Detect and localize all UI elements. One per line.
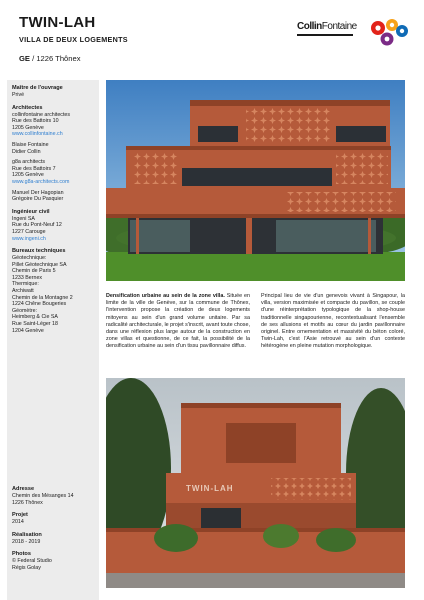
canton-code: GE [19, 54, 30, 63]
text-line: 1205 Genève [12, 172, 44, 179]
text-line: Thermique: [12, 281, 39, 288]
page-header [19, 14, 409, 66]
text-line: Chemin de la Montagne 2 [12, 294, 73, 301]
label-adresse: Adresse [12, 486, 35, 492]
text-line: 1227 Carouge [12, 228, 46, 235]
text-line: Archiwatt [12, 288, 34, 295]
text-line: Heimberg & Cie SA [12, 314, 58, 321]
label-architectes: Architectes [12, 104, 43, 111]
text-line: Géotechnique: [12, 255, 47, 262]
text-line: Manuel Der Hagopian [12, 189, 64, 196]
section-maitre [12, 85, 99, 99]
location-text: / 1226 Thônex [29, 54, 81, 63]
text-line: 2018 - 2019 [12, 538, 41, 545]
facade-photo [106, 80, 405, 281]
logo-thin: Fontaine [321, 21, 357, 32]
text-line: Rue Saint-Léger 18 [12, 321, 58, 328]
body-lead: Densification urbaine au sein de la zone villa. [106, 293, 225, 299]
project-subtitle: VILLA DE DEUX LOGEMENTS [19, 35, 128, 44]
text-line: Rue des Battoirs 10 [12, 118, 59, 125]
section-photos [12, 551, 99, 571]
text-line: Didier Collin [12, 148, 41, 155]
text-line: 1204 Genève [12, 327, 44, 334]
text-line: Chemin des Mésanges 14 [12, 493, 74, 499]
section-architectes [12, 105, 99, 203]
project-info-sidebar [7, 80, 99, 600]
text-line: 1233 Bernex [12, 274, 43, 281]
text-line: © Federal Studio [12, 558, 52, 565]
text-line: Grégoire Du Pasquier [12, 196, 64, 203]
text-line: g8a architects [12, 159, 45, 166]
entrance-sign: TWIN-LAH [186, 484, 234, 493]
body-text-column-1 [106, 293, 250, 351]
project-title: TWIN-LAH [19, 14, 96, 31]
text-line: Rue des Battoirs 7 [12, 165, 56, 172]
link-g8a[interactable]: www.g8a-architects.com [12, 178, 70, 185]
text-line: Blaise Fontaine [12, 141, 49, 148]
section-adresse [12, 486, 99, 506]
text-line: Régis Golay [12, 564, 41, 571]
body-text-column-2 [261, 293, 405, 351]
section-ingenieur [12, 209, 99, 242]
body-paragraph-1: Située en limite de la ville de Genève, sur la commune de Thônex, l'intervention propose la création de deux logements mitoyens au sein d'un grand volume unitaire. Par sa radicalité architecturale, le projet s'inscrit, avant toute chose, dans une réflexion plus large autour de la construction en zone villas et questionne, de ce fait, la possibilité de la densification urbaine au sein d'un tissu pavillonnaire diffus. [106, 293, 250, 350]
text-line: Géomètre: [12, 307, 38, 314]
body-paragraph-2: Principal lieu de vie d'un genevois vivant à Singapour, la villa, version maximisée et compacte du pavillon, se couple d'une réinterprétation typologique de la shop-house traditionnelle singapourienne, recontextualisant l'ensemble de ses allusions et motifs au cœur du jardin pavillonnaire originel. Entre ornementation et massivité du béton coloré, Twin-Lah, c'est l'Asie retrouvé au sein d'un contexte hétérogène en pleine mutation morphologique. [261, 293, 405, 350]
text-line: 1205 Genève [12, 124, 44, 131]
logo-bold: Collin [297, 21, 322, 32]
text-line: 2014 [12, 519, 24, 526]
text-line: Ingeni SA [12, 215, 35, 222]
label-ingenieur: Ingénieur civil [12, 208, 50, 215]
text-line: Pillet Géotechnique SA [12, 261, 67, 268]
label-maitre: Maître de l'ouvrage [12, 85, 63, 91]
section-bureaux [12, 248, 99, 334]
text-line: Chemin de Paris 5 [12, 268, 56, 275]
entrance-photo [106, 378, 405, 588]
text-line: collinfontaine architectes [12, 111, 71, 118]
section-projet [12, 512, 99, 526]
link-ingeni[interactable]: www.ingeni.ch [12, 235, 46, 242]
text-line: 1226 Thônex [12, 499, 43, 506]
label-bureaux: Bureaux techniques [12, 248, 66, 255]
section-realisation [12, 532, 99, 546]
g8a-logo-icon [369, 17, 409, 47]
link-collinfontaine[interactable]: www.collinfontaine.ch [12, 131, 63, 138]
label-projet: Projet [12, 512, 28, 519]
logo-underline [297, 34, 353, 36]
label-photos: Photos [12, 551, 31, 558]
project-location [19, 54, 81, 63]
text-line: 1224 Chêne Bougeries [12, 301, 67, 308]
text-line: Privé [12, 92, 25, 98]
collinfontaine-logo [297, 21, 357, 32]
text-line: Rue du Pont-Neuf 12 [12, 222, 62, 229]
label-realisation: Réalisation [12, 531, 42, 538]
